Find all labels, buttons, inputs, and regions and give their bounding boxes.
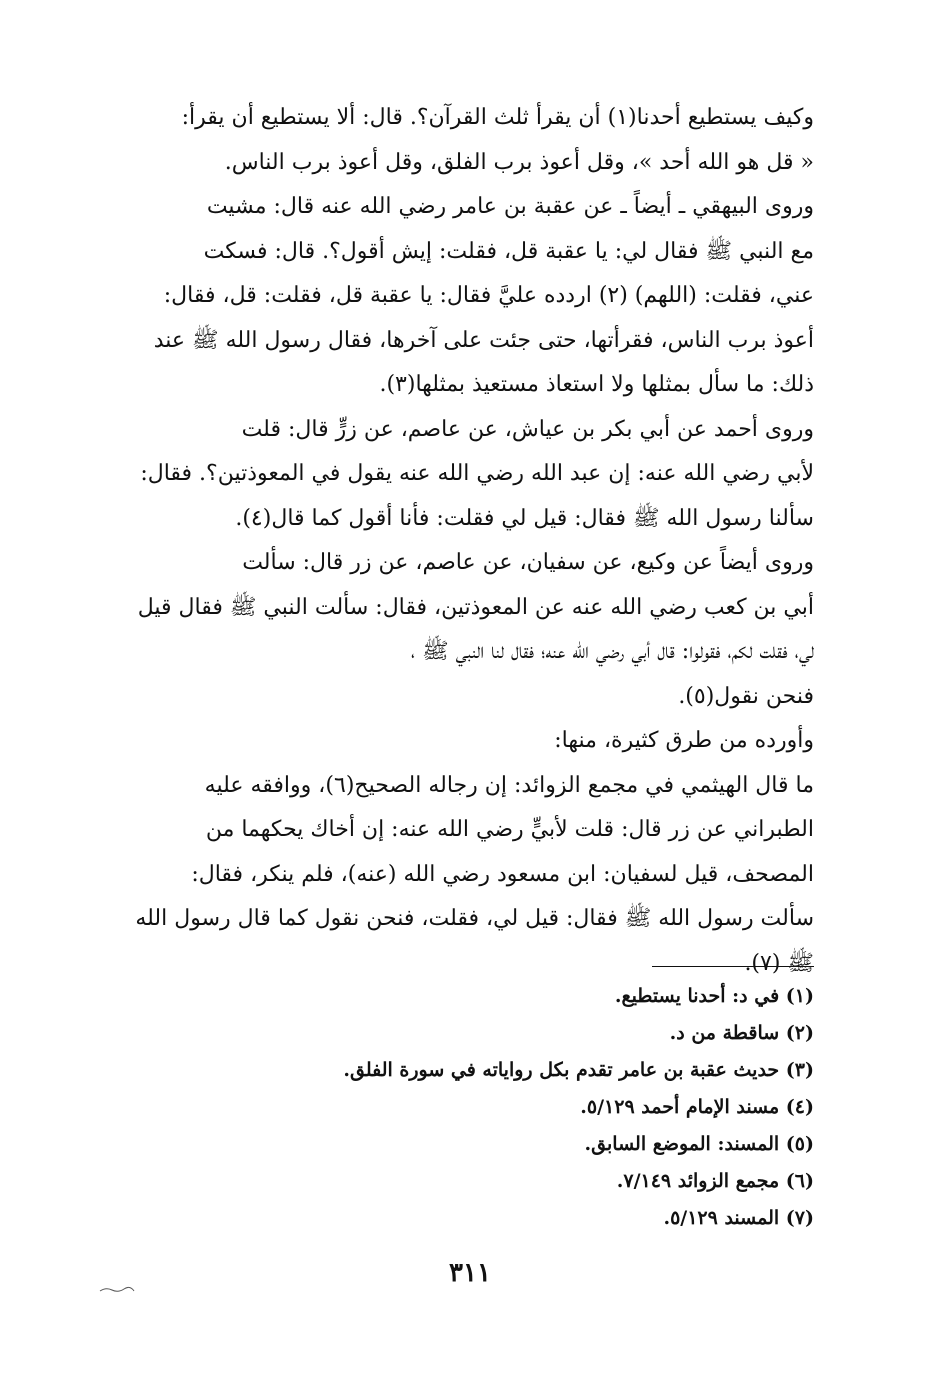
text-line: ما قال الهيثمي في مجمع الزوائد: إن رجاله الصحيح(٦)، ووافقه عليه <box>204 772 814 798</box>
footnote-item: (٢) ساقطة من د. <box>669 1022 814 1044</box>
text-line: ﷺ (٧). <box>744 950 814 976</box>
text-line: لي، فقلت لكم، فقولوا: قال أبي رضي الله عنه؛ فقال لنا النبي ﷺ ، <box>410 639 814 664</box>
text-line: لأبي رضي الله عنه: إن عبد الله رضي الله عنه يقول في المعوذتين؟. فقال: <box>140 461 814 486</box>
text-line: فنحن نقول(٥). <box>678 683 814 709</box>
text-line: « قل هو الله أحد »، وقل أعوذ برب الفلق، وقل أعوذ برب الناس. <box>224 149 814 175</box>
text-line: أبي بن كعب رضي الله عنه عن المعوذتين، فقال: سألت النبي ﷺ فقال قيل <box>137 594 814 620</box>
text-line: مع النبي ﷺ فقال لي: يا عقبة قل، فقلت: إيش أقول؟. قال: فسكت <box>203 238 814 264</box>
page-number: ٣١١ <box>449 1258 491 1288</box>
footnote-item: (٤) مسند الإمام أحمد ٥/١٢٩. <box>580 1096 814 1118</box>
text-line: وأورده من طرق كثيرة، منها: <box>554 728 814 753</box>
text-line: الطبراني عن زر قال: قلت لأبيٍّ رضي الله عنه: إن أخاك يحكهما من <box>205 817 814 842</box>
text-line: سألنا رسول الله ﷺ فقال: قيل لي فقلت: فأنا أقول كما قال(٤). <box>235 505 814 531</box>
main-text <box>132 96 814 986</box>
text-line: وروى أيضاً عن وكيع، عن سفيان، عن عاصم، عن زر قال: سألت <box>242 550 814 575</box>
text-line: المصحف، قيل لسفيان: ابن مسعود رضي الله (عنه)، فلم ينكر، فقال: <box>191 861 814 887</box>
text-line: وروى البيهقي ـ أيضاً ـ عن عقبة بن عامر رضي الله عنه قال: مشيت <box>206 194 814 219</box>
footnote-item: (٦) مجمع الزوائد ٧/١٤٩. <box>616 1170 814 1192</box>
footnotes <box>132 978 814 1237</box>
footnote-item: (٣) حديث عقبة بن عامر تقدم بكل رواياته في سورة الفلق. <box>343 1059 814 1081</box>
text-line: ذلك: ما سأل بمثلها ولا استعاذ مستعيذ بمثلها(٣). <box>379 372 814 397</box>
text-line: سألت رسول الله ﷺ فقال: قيل لي، فقلت، فنحن نقول كما قال رسول الله <box>135 906 814 931</box>
text-line: وكيف يستطيع أحدنا(١) أن يقرأ ثلث القرآن؟. قال: ألا يستطيع أن يقرأ: <box>181 105 814 130</box>
text-line: أعوذ برب الناس، فقرأتها، حتى جئت على آخرها، فقال رسول الله ﷺ عند <box>153 327 814 353</box>
footnote-item: (٧) المسند ٥/١٢٩. <box>663 1207 814 1229</box>
text-line: وروى أحمد عن أبي بكر بن عياش، عن عاصم، عن زرٍّ قال: قلت <box>241 416 814 442</box>
text-line: عني، فقلت: (اللهم) (٢) اردده عليَّ فقال: يا عقبة قل، فقلت: قل، فقال: <box>163 283 814 308</box>
scan-speck-mark <box>98 1286 136 1294</box>
footnote-item: (٥) المسند: الموضع السابق. <box>584 1133 814 1155</box>
footnote-separator <box>652 966 814 967</box>
footnote-item: (١) في د: أحدنا يستطيع. <box>614 985 814 1007</box>
